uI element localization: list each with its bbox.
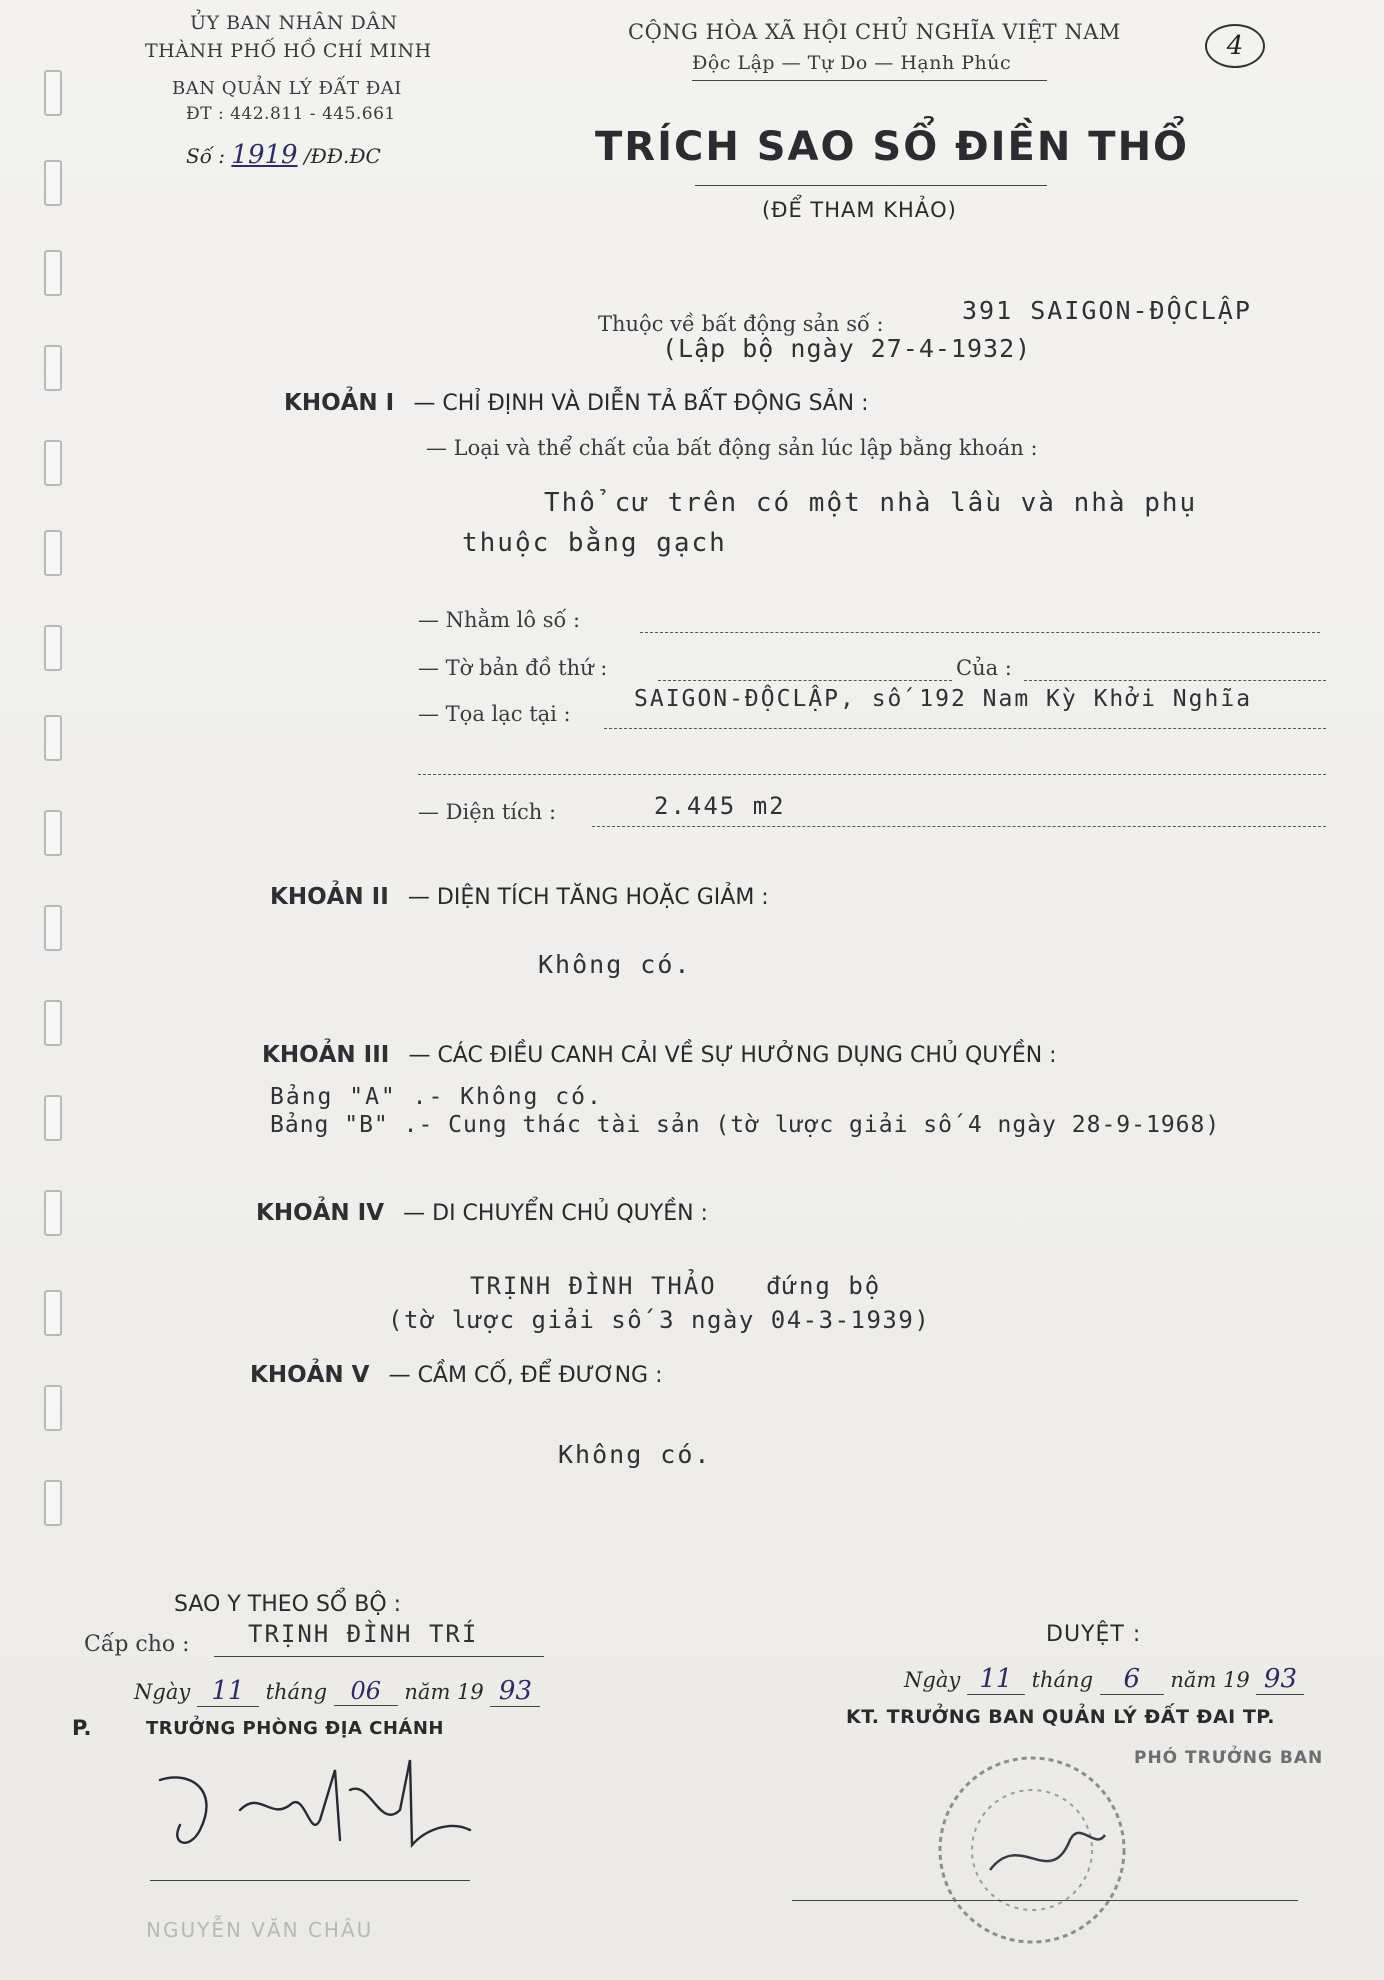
khoan3-bang-a: Bảng "A" .- Không có. [270, 1084, 603, 1110]
khoan1-type-label: — Loại và thể chất của bất động sản lúc lập bằng khoán : [426, 436, 1038, 460]
issued-to-label: Cấp cho : [84, 1632, 190, 1657]
khoan4-reference: (tờ lược giải số 3 ngày 04-3-1939) [388, 1306, 931, 1334]
khoan4-title: — DI CHUYỂN CHỦ QUYỀN : [403, 1201, 708, 1226]
right-date [904, 1664, 1304, 1695]
map-label: — Tờ bản đồ thứ : [418, 656, 608, 680]
binding-hole [44, 905, 62, 951]
left-date-ngay: Ngày [134, 1680, 191, 1704]
area-label: — Diện tích : [418, 800, 557, 824]
issued-to-value: TRỊNH ĐÌNH TRÍ [248, 1620, 479, 1648]
issuer-line1: ỦY BAN NHÂN DÂN [190, 12, 398, 34]
khoan1-heading: KHOẢN I [284, 390, 395, 416]
left-date-year: 93 [490, 1676, 540, 1707]
doc-number-value: 1919 [231, 140, 298, 170]
khoan2-value: Không có. [538, 950, 692, 979]
binding-hole [44, 530, 62, 576]
binding-hole [44, 345, 62, 391]
right-date-ngay: Ngày [904, 1668, 961, 1692]
khoan4-owner: TRỊNH ĐÌNH THẢO đứng bộ [470, 1272, 882, 1300]
page-number-mark: 4 [1205, 24, 1265, 68]
right-date-thang: tháng [1031, 1668, 1094, 1692]
issuer-line3: BAN QUẢN LÝ ĐẤT ĐAI [172, 78, 402, 99]
khoan2-title: — DIỆN TÍCH TĂNG HOẶC GIẢM : [407, 885, 769, 910]
khoan2-section [270, 884, 769, 910]
document-subtitle: (ĐỂ THAM KHẢO) [762, 198, 957, 222]
binding-hole [44, 715, 62, 761]
khoan3-section [262, 1042, 1057, 1068]
left-office-title: TRƯỞNG PHÒNG ĐỊA CHÁNH [146, 1718, 444, 1739]
binding-hole [44, 1095, 62, 1141]
deputy-title: PHÓ TRƯỞNG BAN [1134, 1748, 1324, 1768]
khoan5-value: Không có. [558, 1440, 712, 1469]
left-date-month: 06 [334, 1677, 398, 1706]
right-date-nam: năm 19 [1170, 1668, 1250, 1692]
official-seal-stamp [920, 1740, 1150, 1950]
left-signature-line [150, 1880, 470, 1881]
left-signer-name: NGUYỄN VĂN CHÂU [146, 1918, 374, 1942]
copy-label: SAO Y THEO SỔ BỘ : [174, 1592, 402, 1617]
map-fill-line [658, 680, 952, 681]
khoan4-section [256, 1200, 708, 1226]
right-date-day: 11 [967, 1664, 1025, 1695]
area-value: 2.445 m2 [654, 792, 786, 820]
khoan4-heading: KHOẢN IV [256, 1200, 385, 1226]
binding-hole [44, 70, 62, 116]
right-signature-line [792, 1900, 1298, 1901]
doc-number [186, 140, 381, 170]
map-of-label: Của : [956, 656, 1012, 680]
location-value: SAIGON-ĐỘCLẬP, số 192 Nam Kỳ Khởi Nghĩa [634, 686, 1253, 712]
right-date-month: 6 [1100, 1664, 1164, 1695]
location-fill-line [604, 728, 1326, 729]
location-label: — Tọa lạc tại : [418, 702, 571, 726]
issuer-phone: ĐT : 442.811 - 445.661 [186, 104, 396, 124]
khoan5-section [250, 1362, 662, 1388]
binding-hole [44, 1290, 62, 1336]
approved-label: DUYỆT : [1046, 1622, 1142, 1647]
binding-hole [44, 1000, 62, 1046]
property-established: (Lập bộ ngày 27-4-1932) [662, 334, 1032, 363]
left-date-day: 11 [197, 1676, 259, 1707]
binding-hole [44, 160, 62, 206]
khoan1-desc-line1: Thổ cư trên có một nhà lầu và nhà phụ [544, 488, 1198, 518]
map-of-fill-line [1024, 680, 1326, 681]
left-date-nam: năm 19 [404, 1680, 484, 1704]
khoan5-title: — CẦM CỐ, ĐỂ ĐƯƠNG : [388, 1363, 663, 1388]
left-date [134, 1676, 540, 1707]
country-name: CỘNG HÒA XÃ HỘI CHỦ NGHĨA VIỆT NAM [628, 20, 1121, 44]
country-motto: Độc Lập — Tự Do — Hạnh Phúc [692, 52, 1012, 74]
khoan5-heading: KHOẢN V [250, 1362, 370, 1388]
khoan1-title: — CHỈ ĐỊNH VÀ DIỄN TẢ BẤT ĐỘNG SẢN : [413, 391, 869, 416]
khoan3-title: — CÁC ĐIỀU CANH CẢI VỀ SỰ HƯỞNG DỤNG CHỦ QUYỀN : [408, 1043, 1057, 1068]
lot-fill-line [640, 632, 1320, 633]
khoan3-bang-b: Bảng "B" .- Cung thác tài sản (tờ lược giải số 4 ngày 28-9-1968) [270, 1112, 1221, 1138]
issued-to-underline [214, 1656, 544, 1657]
location-fill-line-2 [418, 774, 1326, 775]
property-value: 391 SAIGON-ĐỘCLẬP [962, 296, 1252, 325]
khoan1-desc-line2: thuộc bằng gạch [462, 528, 727, 558]
khoan1-section [284, 390, 869, 416]
doc-number-prefix: Số : [186, 144, 226, 168]
title-underline [695, 185, 1047, 186]
lot-label: — Nhằm lô số : [418, 608, 581, 632]
document-title: TRÍCH SAO SỔ ĐIỀN THỔ [595, 124, 1190, 170]
right-date-year: 93 [1256, 1664, 1304, 1695]
left-signature [150, 1750, 480, 1860]
binding-hole [44, 440, 62, 486]
binding-hole [44, 625, 62, 671]
property-label: Thuộc về bất động sản số : [598, 312, 884, 336]
binding-hole [44, 1480, 62, 1526]
binding-hole [44, 810, 62, 856]
binding-hole [44, 1385, 62, 1431]
area-fill-line [592, 826, 1326, 827]
binding-hole [44, 1190, 62, 1236]
right-office-title: KT. TRƯỞNG BAN QUẢN LÝ ĐẤT ĐAI TP. [846, 1706, 1275, 1728]
issuer-line2: THÀNH PHỐ HỒ CHÍ MINH [145, 40, 432, 62]
khoan3-heading: KHOẢN III [262, 1042, 390, 1068]
left-date-thang: tháng [265, 1680, 328, 1704]
motto-underline [692, 80, 1047, 81]
p-mark: P. [72, 1716, 92, 1740]
binding-hole [44, 250, 62, 296]
doc-number-suffix: /ĐĐ.ĐC [303, 144, 381, 168]
khoan2-heading: KHOẢN II [270, 884, 389, 910]
